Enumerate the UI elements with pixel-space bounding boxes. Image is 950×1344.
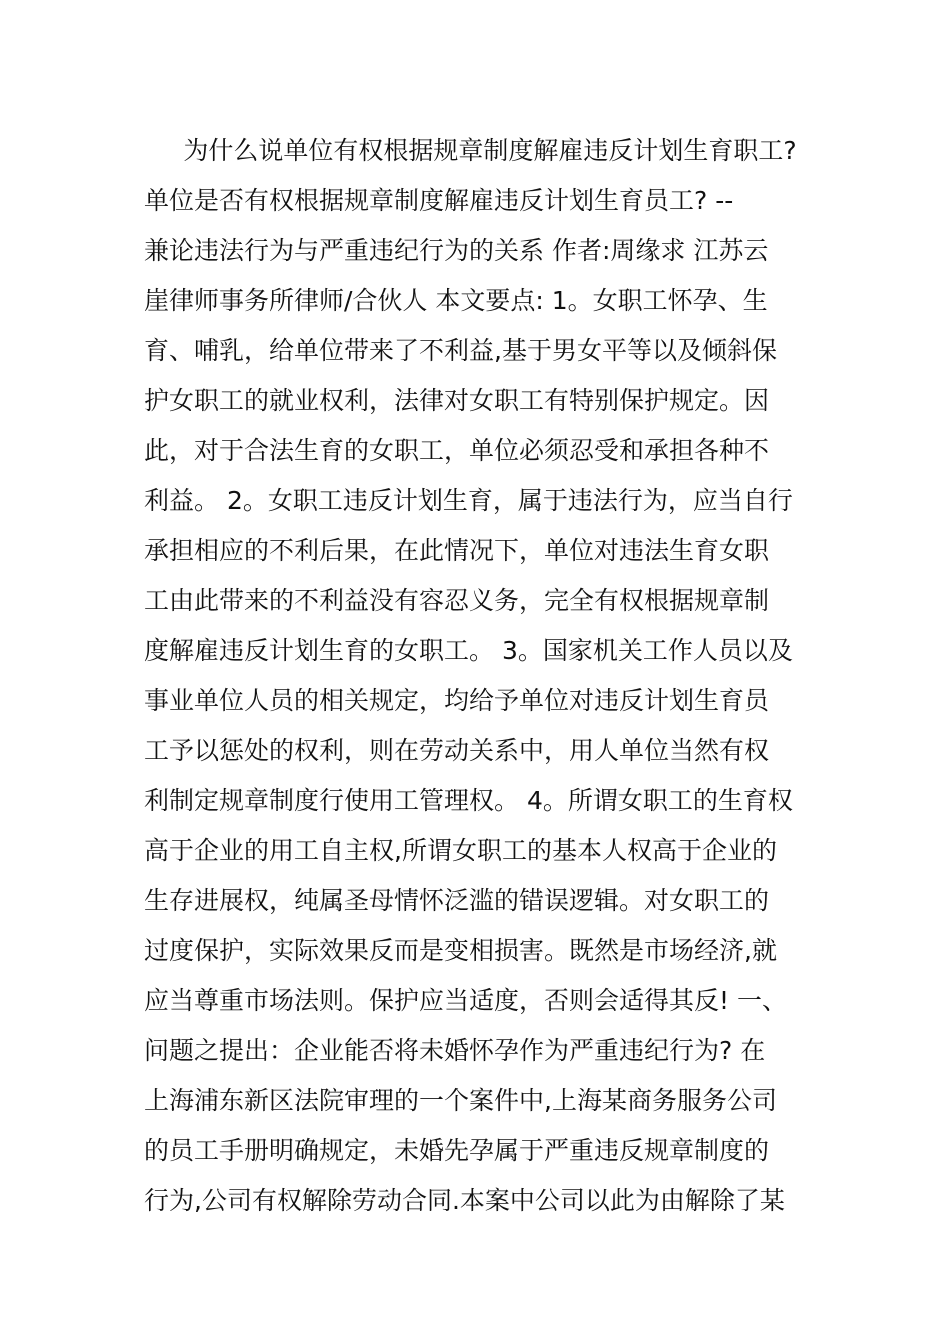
paragraph-line: 单位是否有权根据规章制度解雇违反计划生育员工? -- — [144, 186, 734, 215]
paragraph-line: 护女职工的就业权利，法律对女职工有特别保护规定。因 — [144, 386, 770, 415]
document-title: 为什么说单位有权根据规章制度解雇违反计划生育职工? — [183, 136, 797, 165]
paragraph-line: 问题之提出：企业能否将未婚怀孕作为严重违纪行为? 在 — [144, 1036, 766, 1065]
paragraph-line: 行为,公司有权解除劳动合同.本案中公司以此为由解除了某 — [144, 1186, 785, 1215]
paragraph-line: 度解雇违反计划生育的女职工。 3。国家机关工作人员以及 — [144, 636, 793, 665]
paragraph-line: 兼论违法行为与严重违纪行为的关系 作者:周缘求 江苏云 — [144, 236, 769, 265]
paragraph-line: 承担相应的不利后果，在此情况下，单位对违法生育女职 — [144, 536, 770, 565]
paragraph-line: 过度保护，实际效果反而是变相损害。既然是市场经济,就 — [144, 936, 777, 965]
paragraph-line: 崖律师事务所律师/合伙人 本文要点: 1。女职工怀孕、生 — [144, 286, 768, 315]
paragraph-line: 工予以惩处的权利，则在劳动关系中，用人单位当然有权 — [144, 736, 770, 765]
paragraph-line: 上海浦东新区法院审理的一个案件中,上海某商务服务公司 — [144, 1086, 777, 1115]
paragraph-line: 此，对于合法生育的女职工，单位必须忍受和承担各种不 — [144, 436, 770, 465]
paragraph-line: 育、哺乳，给单位带来了不利益,基于男女平等以及倾斜保 — [144, 336, 777, 365]
paragraph-line: 利制定规章制度行使用工管理权。 4。所谓女职工的生育权 — [144, 786, 793, 815]
paragraph-line: 生存进展权，纯属圣母情怀泛滥的错误逻辑。对女职工的 — [144, 886, 770, 915]
paragraph-line: 工由此带来的不利益没有容忍义务，完全有权根据规章制 — [144, 586, 770, 615]
paragraph-line: 的员工手册明确规定，未婚先孕属于严重违反规章制度的 — [144, 1136, 770, 1165]
paragraph-line: 高于企业的用工自主权,所谓女职工的基本人权高于企业的 — [144, 836, 777, 865]
paragraph-line: 事业单位人员的相关规定，均给予单位对违反计划生育员 — [144, 686, 770, 715]
paragraph-line: 应当尊重市场法则。保护应当适度，否则会适得其反! 一、 — [144, 986, 787, 1015]
paragraph-line: 利益。 2。女职工违反计划生育，属于违法行为，应当自行 — [144, 486, 793, 515]
